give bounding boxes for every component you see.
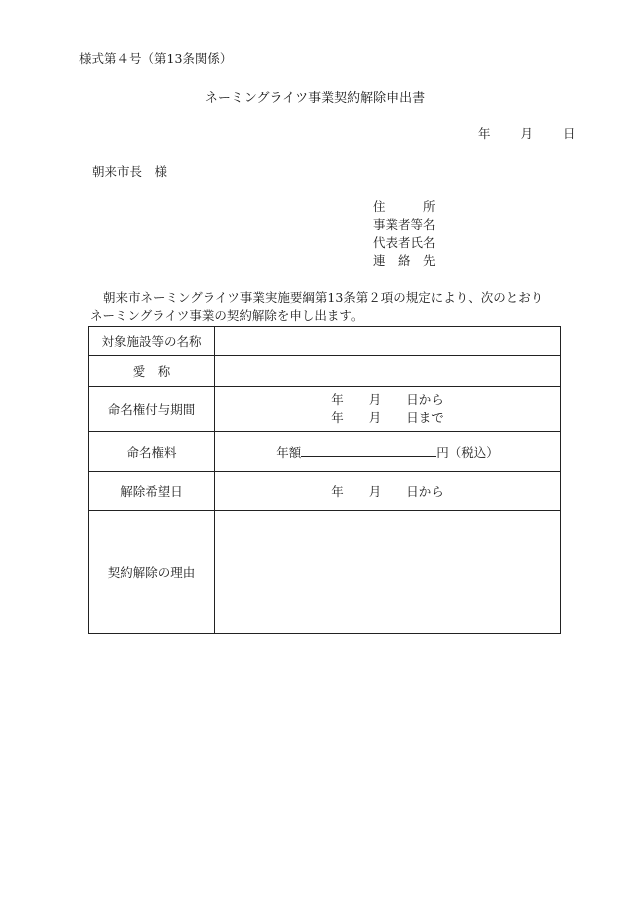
table-row — [89, 356, 561, 387]
nickname-label: 愛 称 — [89, 356, 215, 387]
cancel-date-field[interactable]: 年 月 日から — [215, 472, 561, 511]
fee-amount-blank[interactable] — [301, 444, 436, 457]
applicant-contact-label: 連 絡 先 — [373, 253, 436, 268]
body-text-line-1: 朝来市ネーミングライツ事業実施要綱第13条第２項の規定により、次のとおり — [103, 290, 544, 305]
naming-fee-field[interactable] — [215, 432, 561, 472]
document-title: ネーミングライツ事業契約解除申出書 — [204, 91, 426, 106]
date-line — [478, 124, 576, 142]
cancel-reason-field[interactable] — [215, 511, 561, 634]
table-row — [89, 327, 561, 356]
nickname-field[interactable] — [215, 356, 561, 387]
applicant-representative-label: 代表者氏名 — [373, 235, 436, 250]
cancel-date-label: 解除希望日 — [89, 472, 215, 511]
fee-prefix: 年額 — [276, 444, 302, 460]
period-from: 年 月 日から — [331, 392, 444, 407]
date-day: 日 — [563, 126, 576, 141]
date-month: 月 — [520, 126, 534, 141]
naming-period-field[interactable] — [215, 387, 561, 432]
applicant-business-label: 事業者等名 — [373, 217, 436, 232]
date-year: 年 — [478, 126, 491, 141]
application-table — [88, 326, 561, 634]
naming-fee-label: 命名権料 — [89, 432, 215, 472]
table-row — [89, 387, 561, 432]
fee-suffix: 円（税込） — [436, 444, 499, 460]
table-row — [89, 511, 561, 634]
facility-name-field[interactable] — [215, 327, 561, 356]
body-text — [90, 289, 580, 325]
body-text-line-2: ネーミングライツ事業の契約解除を申し出ます。 — [90, 308, 364, 323]
naming-period-label: 命名権付与期間 — [89, 387, 215, 432]
facility-name-label: 対象施設等の名称 — [89, 327, 215, 356]
cancel-reason-label: 契約解除の理由 — [89, 511, 215, 634]
period-to: 年 月 日まで — [331, 410, 444, 425]
applicant-address-label: 住 所 — [373, 199, 436, 214]
table-row — [89, 432, 561, 472]
form-number: 様式第４号（第13条関係） — [79, 51, 233, 66]
applicant-block — [373, 198, 436, 270]
addressee: 朝来市長 様 — [92, 164, 168, 179]
table-row — [89, 472, 561, 511]
